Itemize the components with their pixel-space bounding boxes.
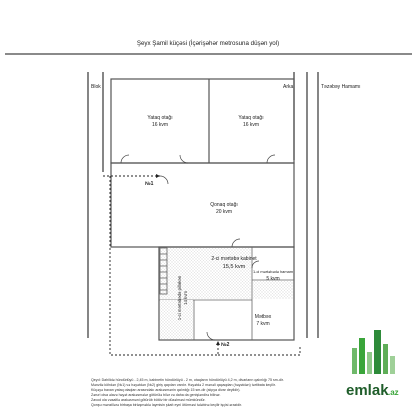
door-1-label: №1 [145,181,154,187]
room-name: Mətbəx [254,314,272,320]
room-name: 1-ci mərtəbədə hamam [252,269,294,274]
note-line-3: Küçəyə baxan yataq otaqları arasındakı arakəsmənin qalınlığı 15 sm-dir (alçıya divar deyildir). [91,388,241,392]
room-label-bedroom-2 [238,115,263,128]
room-area: 7 kvm [256,321,270,327]
building-walls [111,79,294,340]
door-2-label: №2 [221,342,230,348]
note-line-2: Mənzilə köhdən (№1) və həyətdən (№2) giriş qapıları vardır. Həyətdə 2 mənəli qaçaqdan (həyətdən) tərtibata keçilir. [91,383,276,387]
room-label-bedroom-1 [147,115,172,128]
room-area: 5 kvm [266,276,280,282]
room-name: 2-ci mərtəbə kabinet [211,256,257,262]
room-name: 1-ci mərtəbədə pilləkən [177,275,182,321]
street-left-label: Blok [91,84,101,90]
emlak-logo [346,330,399,399]
room-name: Yataq otağı [147,115,173,121]
room-label-kitchen [255,314,272,327]
note-line-4: Zəruri olsa əlavə həyət arakəsmələr götürülə bilər və daha da genişləndirə bilinər. [91,393,221,397]
logo-text: emlak [346,382,389,399]
street-top [5,40,412,54]
note-line-1: Qeyd: Dahilidə hündürlüyü - 2,45 m, kabinetin hündürlüyü - 2 m, otaqların hündürlüyü 4,2 m, divarların qalınlığı 75 sm-dir. [91,378,284,382]
room-name: Qonaq otağı [210,202,238,208]
room-area: 16 kvm [242,122,260,128]
logo-suffix: .az [388,388,399,397]
room-label-living-room [210,202,238,215]
street-right-label: Təzəbəy Hamamı [321,84,361,90]
room-area: 15,5 kvm [222,264,246,270]
street-middle-label: Arka [283,84,294,90]
street-top-label: Şeyx Şamil küçəsi (İçərişəhər metrosuna düşən yol) [136,40,280,47]
note-line-6: Qonşu mənzillərə birbaşa birləşməklə laymisin şkafı eyni ötürməsi tələbinə keçilir işçisi ərazidir. [91,403,242,407]
room-area: 16 kvm [151,122,169,128]
room-area: 14 kvm [183,291,188,305]
city-skyline-icon [352,330,395,374]
room-area: 20 kvm [215,209,233,215]
room-name: Yataq otağı [238,115,264,121]
note-line-5: Zavod ola vəsaitlə arakəsməni götürüb bütöv bir düzəlməsi mümkündür. [91,398,206,402]
